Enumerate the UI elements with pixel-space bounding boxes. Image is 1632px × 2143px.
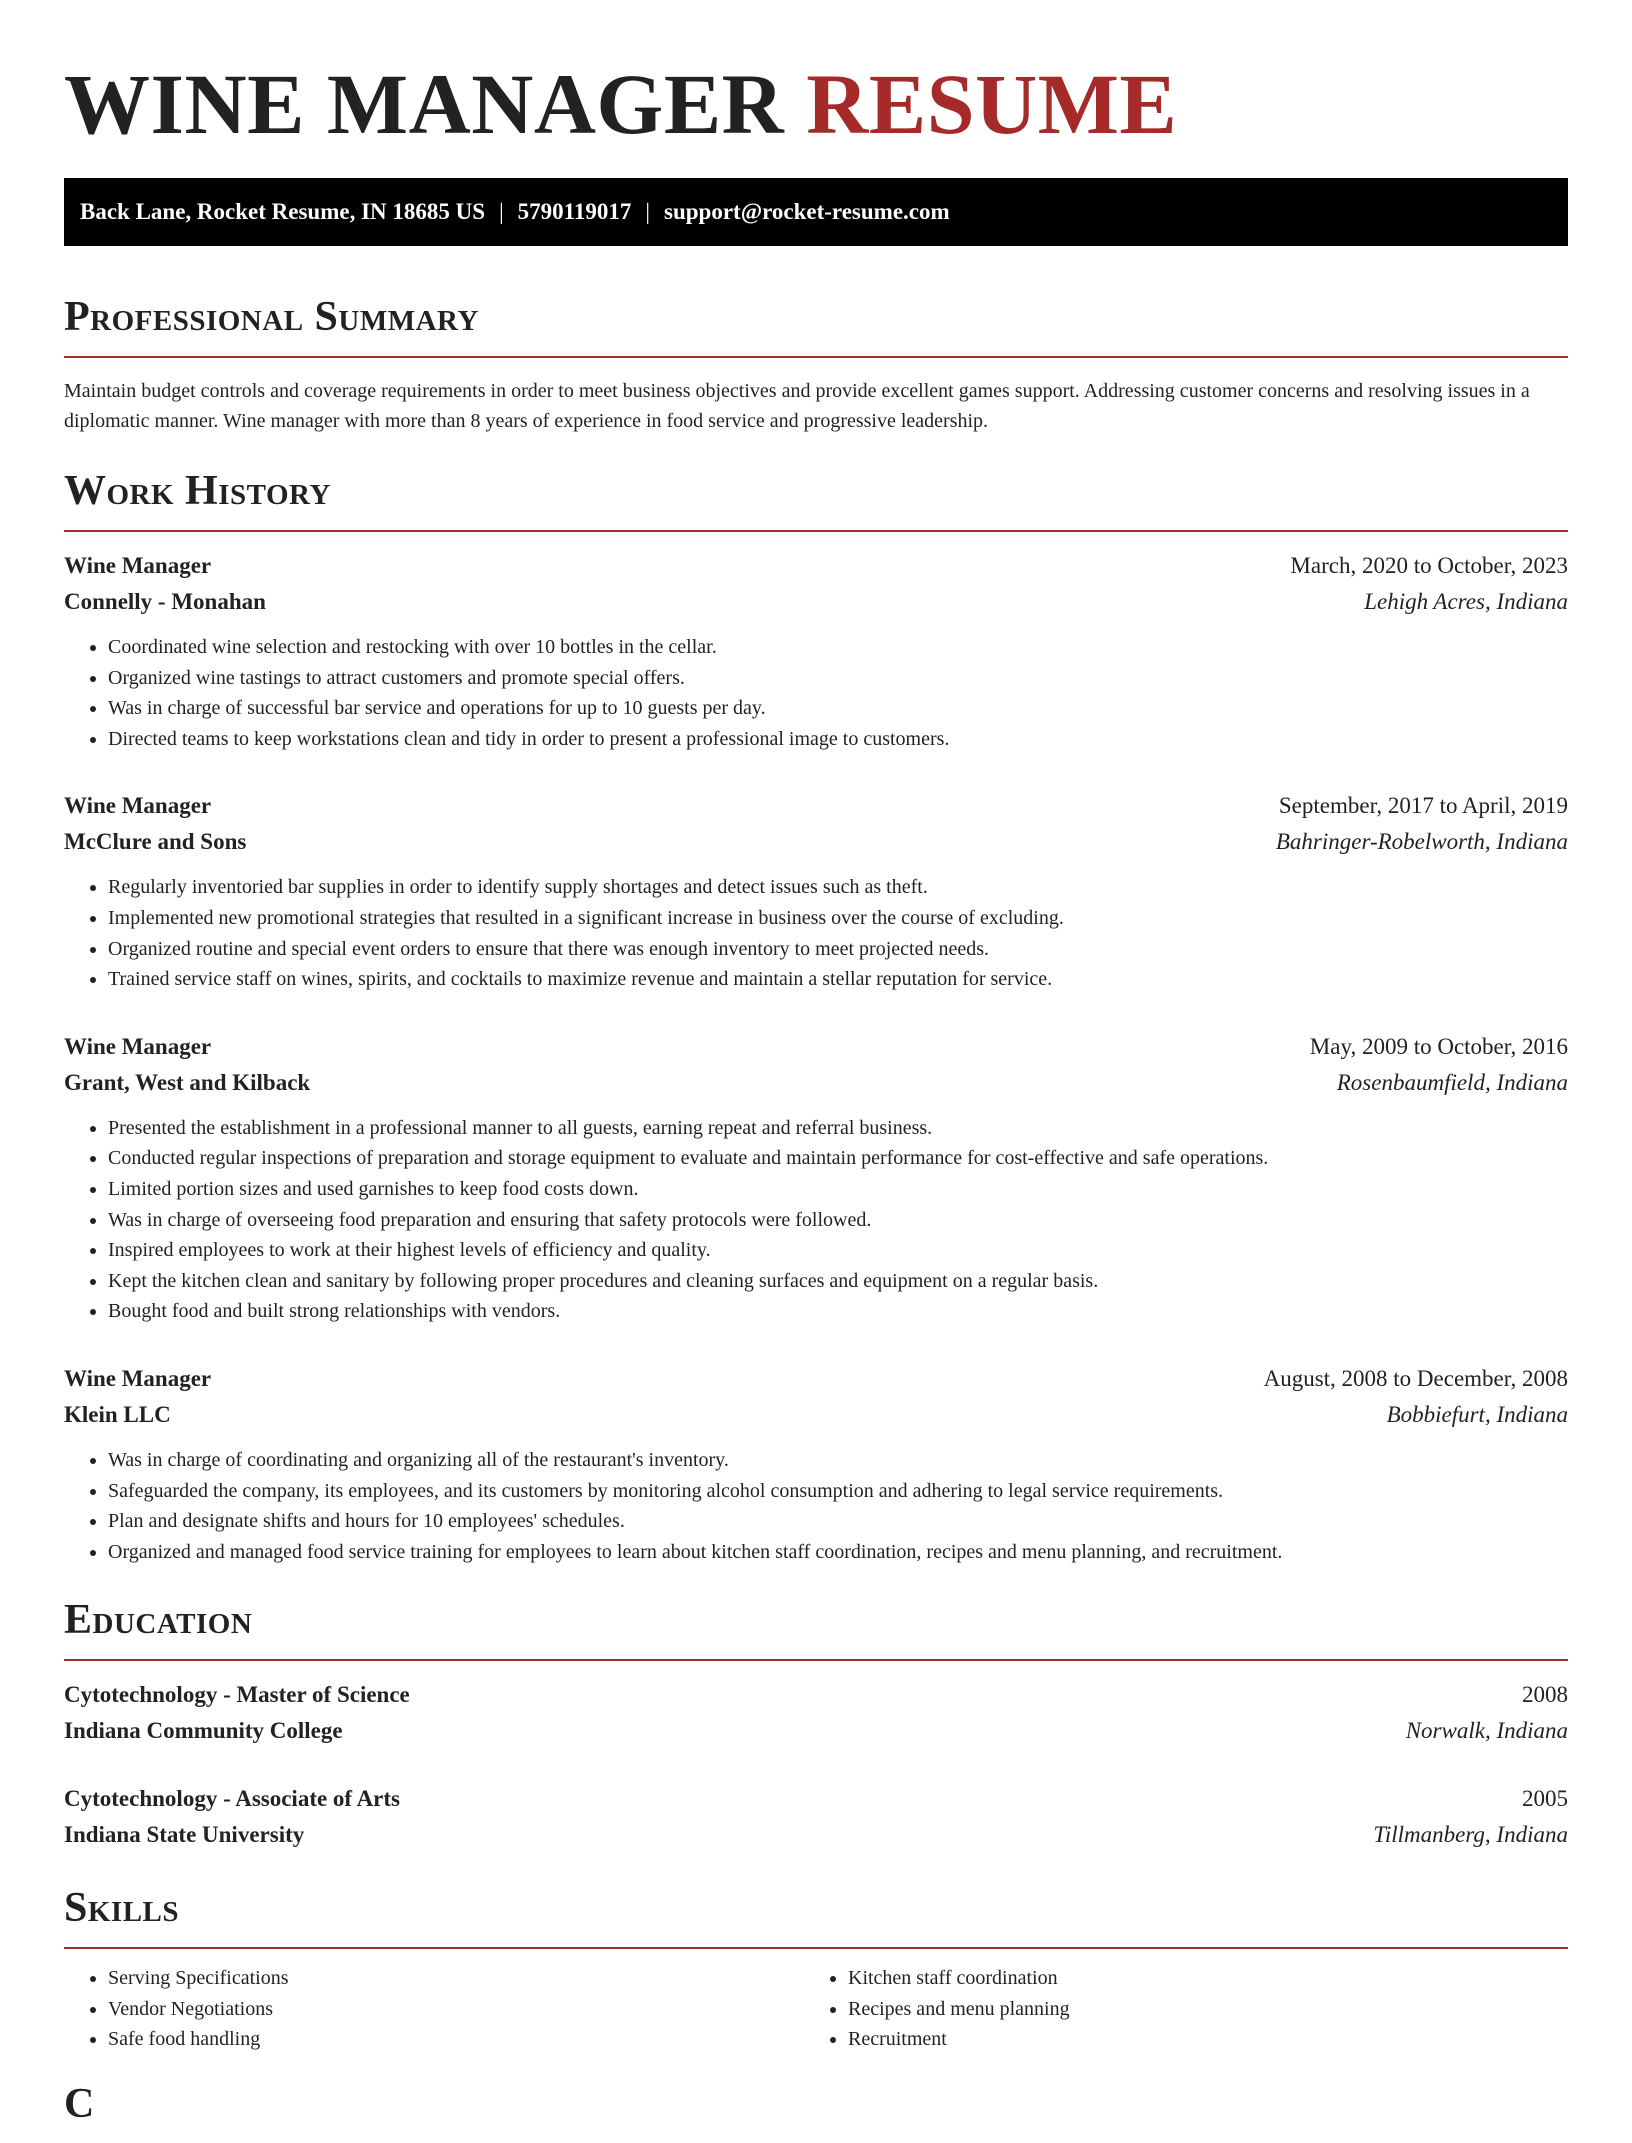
job-company: Klein LLC: [64, 1401, 171, 1427]
education-location: Tillmanberg, Indiana: [1373, 1822, 1568, 1848]
education-school: Indiana State University: [64, 1822, 305, 1848]
list-item: • Organized routine and special event orders to ensure that there was enough inventory to meet projected needs.: [108, 934, 1568, 965]
summary-text: Maintain budget controls and coverage requirements in order to meet business objectives and provide excellent games support. Addressing customer concerns and resolving issues in a diplomatic manner. Wine manager with more than 8 years of experience in food service and progressive leadership.: [64, 380, 1530, 432]
skills-grid: [64, 1963, 1568, 2055]
job-entry: [64, 548, 1568, 754]
list-item: • Presented the establishment in a professional manner to all guests, earning repeat and referral business.: [108, 1113, 1568, 1144]
list-item: • Kept the kitchen clean and sanitary by following proper procedures and cleaning surfaces and equipment on a regular basis.: [108, 1266, 1568, 1297]
list-item: • Trained service staff on wines, spirits, and cocktails to maximize revenue and maintain a stellar reputation for service.: [108, 964, 1568, 995]
contact-separator: |: [499, 199, 504, 224]
section-heading: Education: [64, 1595, 1568, 1661]
education-entry: [64, 1781, 1568, 1853]
education-location: Norwalk, Indiana: [1405, 1718, 1568, 1744]
next-section: [64, 2079, 1568, 2143]
skills-column-right: [804, 1963, 1544, 2055]
job-header-row: [64, 788, 1568, 824]
job-entry: [64, 788, 1568, 994]
list-item: • Vendor Negotiations: [108, 1994, 804, 2025]
job-company-row: [64, 824, 1568, 860]
list-item: • Was in charge of overseeing food preparation and ensuring that safety protocols were followed.: [108, 1205, 1568, 1236]
list-item: • Serving Specifications: [108, 1963, 804, 1994]
education-year: 2008: [1522, 1682, 1568, 1708]
education-school-row: [64, 1713, 1568, 1749]
list-item: • Regularly inventoried bar supplies in order to identify supply shortages and detect issues such as theft.: [108, 872, 1568, 903]
contact-separator: |: [645, 199, 651, 224]
job-entry: [64, 1029, 1568, 1327]
list-item: • Organized wine tastings to attract customers and promote special offers.: [108, 663, 1568, 694]
job-header-row: [64, 1361, 1568, 1397]
education-entry: [64, 1677, 1568, 1749]
skills-column-left: [64, 1963, 804, 2055]
job-company-row: [64, 1397, 1568, 1433]
list-item: • Inspired employees to work at their highest levels of efficiency and quality.: [108, 1235, 1568, 1266]
job-location: Rosenbaumfield, Indiana: [1336, 1069, 1568, 1095]
job-dates: September, 2017 to April, 2019: [1278, 793, 1568, 819]
education-degree: Cytotechnology - Associate of Arts: [64, 1786, 401, 1812]
job-location: Bahringer-Robelworth, Indiana: [1275, 829, 1568, 855]
job-bullets: [64, 632, 1568, 754]
section-heading: Professional Summary: [64, 292, 1568, 358]
skills-section: [64, 1883, 1568, 2055]
job-title: Wine Manager: [64, 1365, 212, 1391]
job-bullets: [64, 1445, 1568, 1567]
work-history-section: [64, 466, 1568, 1567]
list-item: • Bought food and built strong relationships with vendors.: [108, 1296, 1568, 1327]
section-heading: Skills: [64, 1883, 1568, 1949]
list-item: • Conducted regular inspections of preparation and storage equipment to evaluate and maintain performance for cost-effective and safe operations.: [108, 1143, 1568, 1174]
list-item: • Recruitment: [848, 2024, 1544, 2055]
list-item: • Limited portion sizes and used garnishes to keep food costs down.: [108, 1174, 1568, 1205]
job-dates: March, 2020 to October, 2023: [1290, 553, 1568, 578]
section-heading: Work History: [64, 466, 1568, 532]
job-location: Bobbiefurt, Indiana: [1386, 1401, 1568, 1427]
list-item: • Directed teams to keep workstations clean and tidy in order to present a professional image to customers.: [108, 724, 1568, 755]
list-item: • Safeguarded the company, its employees, and its customers by monitoring alcohol consumption and adhering to legal service requirements.: [108, 1476, 1568, 1507]
list-item: • Recipes and menu planning: [848, 1994, 1544, 2025]
education-degree-row: [64, 1781, 1568, 1817]
education-school: Indiana Community College: [64, 1718, 343, 1744]
education-degree-row: [64, 1677, 1568, 1713]
job-bullets: [64, 872, 1568, 994]
contact-phone: 5790119017: [517, 199, 632, 224]
job-title: Wine Manager: [64, 553, 212, 578]
list-item: • Safe food handling: [108, 2024, 804, 2055]
job-company-row: [64, 1065, 1568, 1101]
title-accent: RESUME: [806, 56, 1178, 152]
education-section: [64, 1595, 1568, 1853]
contact-bar: [64, 178, 1568, 246]
job-company: Connelly - Monahan: [64, 589, 266, 614]
job-company: McClure and Sons: [64, 829, 247, 855]
job-title: Wine Manager: [64, 793, 212, 819]
list-item: • Plan and designate shifts and hours for 10 employees' schedules.: [108, 1506, 1568, 1537]
list-item: • Kitchen staff coordination: [848, 1963, 1544, 1994]
job-location: Lehigh Acres, Indiana: [1364, 589, 1568, 614]
education-school-row: [64, 1817, 1568, 1853]
job-bullets: [64, 1113, 1568, 1327]
resume-page: [64, 0, 1568, 2143]
job-header-row: [64, 1029, 1568, 1065]
education-year: 2005: [1522, 1786, 1568, 1812]
job-header-row: [64, 548, 1568, 584]
job-dates: May, 2009 to October, 2016: [1309, 1033, 1568, 1059]
job-dates: August, 2008 to December, 2008: [1263, 1365, 1568, 1391]
job-title: Wine Manager: [64, 1033, 212, 1059]
list-item: • Implemented new promotional strategies that resulted in a significant increase in business over the course of excluding.: [108, 903, 1568, 934]
resume-title: [64, 58, 1568, 150]
list-item: • Was in charge of coordinating and organizing all of the restaurant's inventory.: [108, 1445, 1568, 1476]
job-company: Grant, West and Kilback: [64, 1069, 311, 1095]
job-entry: [64, 1361, 1568, 1567]
education-degree: Cytotechnology - Master of Science: [64, 1682, 410, 1708]
list-item: • Was in charge of successful bar service and operations for up to 10 guests per day.: [108, 693, 1568, 724]
job-company-row: [64, 584, 1568, 620]
summary-section: [64, 292, 1568, 436]
title-main: WINE MANAGER: [64, 56, 785, 152]
list-item: • Coordinated wine selection and restocking with over 10 bottles in the cellar.: [108, 632, 1568, 663]
contact-address: Back Lane, Rocket Resume, IN 18685 US: [80, 199, 486, 224]
section-heading: C: [64, 2081, 95, 2128]
list-item: • Organized and managed food service training for employees to learn about kitchen staff coordination, recipes and menu planning, and recruitment.: [108, 1537, 1568, 1568]
contact-email[interactable]: support@rocket-resume.com: [664, 199, 950, 224]
